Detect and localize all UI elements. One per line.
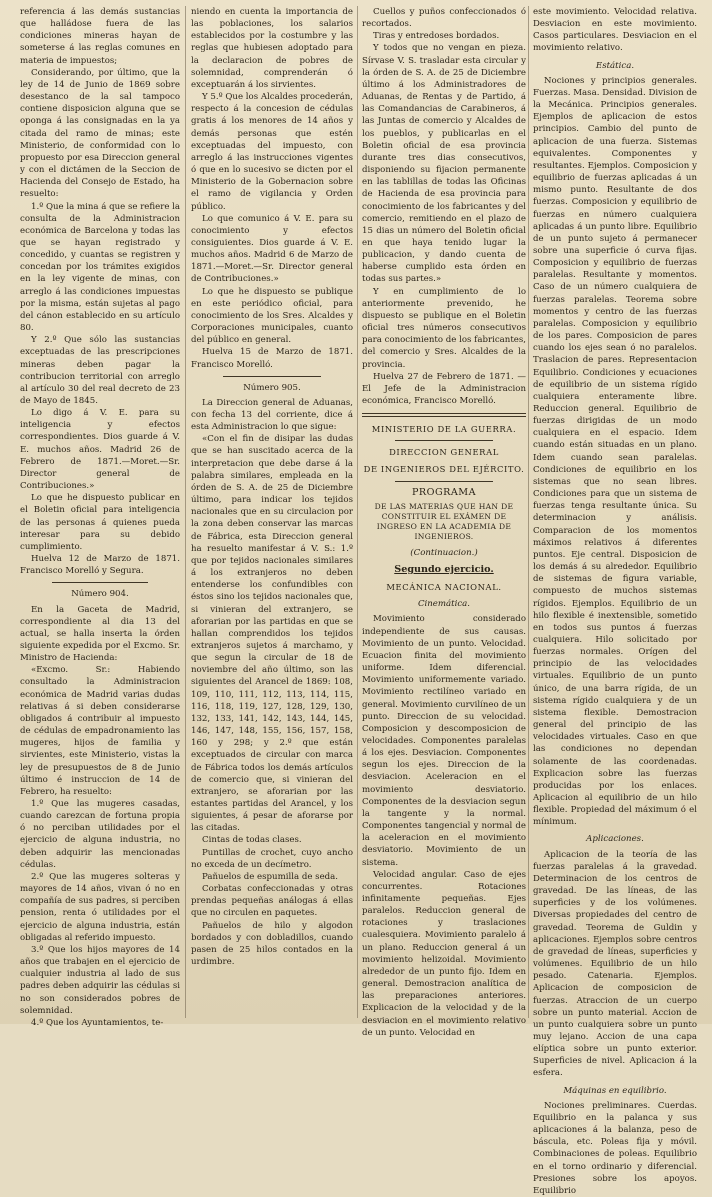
divider — [395, 481, 493, 482]
paragraph: 4.º Que los Ayuntamientos, te- — [31, 1017, 164, 1028]
paragraph: referencia á las demás sustancias que halládose fuera de las condiciones mineras hayan de someterse á las reglas comunes en materia de impuestos; — [20, 7, 180, 66]
direction-heading: DIRECCION GENERAL — [389, 447, 499, 458]
paragraph: Pañuelos de espumilla de seda. — [202, 871, 339, 882]
exercise-heading: Segundo ejercicio. — [394, 563, 494, 575]
paragraph: 2.º Que las mugeres solteras y mayores de 14 años, vivan ó no en compañía de sus padres, si perciben pension, renta ó utilidades por el ejercicio de alguna industria, están obligadas al referido impuesto. — [20, 871, 180, 943]
paragraph: Lo que he dispuesto se publique en este periódico oficial, para conocimiento de los Sres. Alcaldes y Corporaciones municipales, cuanto del público en general. — [191, 286, 353, 346]
paragraph: Y todos que no vengan en pieza. Sírvase V. S. trasladar esta circular y la órden de S. A. de 25 de Diciembre último á los Administradores de Aduanas, de Rentas y de Partido, á las Comandancias de Carabineros, á las Juntas de comercio y Alcaldes de los pueblos, y publicarlas en el Boletin oficial de esa provincia durante tres dias consecutivos, disponiendo su fijacion permanente en las tablillas de todas las Oficinas de Hacienda de esa provincia para conocimiento de los fabricantes y del comercio, remitiendo en el plazo de 15 dias un número del Boletin oficial en que haya tenido lugar la publicacion, y dando cuenta de haberse cumplido esta órden en todas sus partes.» — [362, 43, 526, 285]
column-rule — [185, 6, 186, 1018]
paragraph: Y 2.º Que sólo las sustancias exceptuadas de las prescripciones mineras deben pagar la contribucion territorial con arreglo al artículo 30 del real decreto de 23 de Mayo de 1845. — [20, 335, 180, 406]
section-divider — [362, 413, 526, 417]
paragraph: Lo que he dispuesto publicar en el Boletin oficial para inteligencia de las personas á quienes pueda interesar para su debido cumplimiento. — [20, 493, 180, 552]
paragraph: Tiras y entredoses bordados. — [373, 31, 500, 42]
topic-heading: Estática. — [595, 60, 635, 71]
paragraph: Pañuelos de hilo y algodon bordados y con dobladillos, cuando pasen de 25 hilos contados en la urdimbre. — [191, 920, 353, 968]
paragraph: Puntillas de crochet, cuyo ancho no exceda de un decímetro. — [191, 847, 353, 870]
ministry-heading: MINISTERIO DE LA GUERRA. — [371, 424, 517, 435]
section-number: Número 904. — [71, 589, 129, 600]
topic-heading: Cinemática. — [417, 599, 471, 610]
paragraph: 3.º Que los hijos mayores de 14 años que trabajen en el ejercicio de cualquier industria al lado de sus padres deben adquirir las cédulas si no son considerados pobres de solemnidad. — [20, 944, 180, 1016]
paragraph: Velocidad angular. Caso de ejes concurrentes. Rotaciones infinitamente pequeñas. Ejes paralelos. Reduccion general de rotaciones y traslaciones cualesquiera. Movimiento paralelo á un plano. Reduccion general á un movimiento helizoidal. Movimiento alrededor de un punto fijo. Idem en general. Demostracion analítica de las preparaciones anteriores. Explicacion de la velocidad y de la desviacion en el movimiento relativo de un punto. Velocidad en — [362, 869, 526, 1038]
subject-heading: MECÁNICA NACIONAL. — [386, 582, 502, 593]
paragraph: niendo en cuenta la importancia de las poblaciones, los salarios establecidos por la costumbre y las reglas que hubiesen adoptado para la declaracion de pobres de solemnidad, comprenderán ó exceptuarán á los sirvientes. — [191, 7, 353, 90]
divider — [395, 440, 493, 441]
column-2 — [191, 6, 353, 1020]
column-rule — [357, 6, 358, 1018]
column-rule — [528, 6, 529, 1018]
paragraph: Lo digo á V. E. para su inteligencia y efectos correspondientes. Dios guarde á V. E. muchos años. Madrid 26 de Febrero de 1871.—Moret.—Sr. Director general de Contribuciones.» — [20, 408, 180, 492]
signature: Huelva 15 de Marzo de 1871. Francisco Morelló. — [191, 347, 353, 370]
continuation-note: (Continuacion.) — [410, 547, 478, 558]
column-3 — [362, 6, 526, 1038]
paragraph: este movimiento. Velocidad relativa. Desviacion en este movimiento. Casos particulares. Desviacion en el movimiento relativo. — [533, 7, 697, 54]
paragraph: Cuellos y puños confeccionados ó recortados. — [362, 7, 526, 30]
paragraph: «Con el fin de disipar las dudas que se han suscitado acerca de la interpretacion que debe darse á la palabra similares, empleada en la órden de S. A. de 25 de Diciembre último, para indicar los tejidos nacionales que en su circulacion por la zona deben conservar las marcas de Fábrica, esta Direccion general ha resuelto manifestar á V. S.: 1.º que por tejidos nacionales similares á los extranjeros no deben entenderse los confundibles con éstos sino los tejidos nacionales que, si vinieran del extranjero, se aforarian por las partidas en que se hallan comprendidos los tejidos extranjeros sujetos á marchamo, y que segun la circular de 18 de noviembre del año último, son las siguientes del Arancel de 1869: 108, 109, 110, 111, 112, 113, 114, 115, 116, 118, 119, 127, 128, 129, 130, 132, 133, 141, 142, 143, 144, 145, 146, 147, 148, 155, 156, 157, 158, 160 y 298; y 2.º que están exceptuados de circular con marca de Fábrica todos los demás artículos de comercio que, si vinieran del extranjero, se aforarian por las estantes partidas del Arancel, y los siguientes, á pesar de aforarse por las citadas. — [191, 434, 353, 834]
topic-heading: Máquinas en equilibrio. — [563, 1085, 667, 1096]
direction-subheading: DE INGENIEROS DEL EJÉRCITO. — [363, 464, 525, 475]
paragraph: Aplicacion de la teoría de las fuerzas paralelas á la gravedad. Determinacion de los centros de gravedad. De las líneas, de las superficies y de los volúmenes. Diversas propiedades del centro de gravedad. Teorema de Guldin y aplicaciones. Ejemplos sobre centros de gravedad de líneas, superficies y volúmenes. Equilibrio de un hilo pesado. Catenaria. Ejemplos. Aplicacion de composicion de fuerzas. Atraccion de un cuerpo sobre un punto material. Accion de un punto cualquiera sobre un punto muy lejano. Accion de una capa elíptica sobre un punto exterior. Superficies de nivel. Aplicacion á la esfera. — [533, 849, 697, 1079]
topic-heading: Aplicaciones. — [586, 834, 644, 845]
paragraph: Cintas de todas clases. — [202, 835, 302, 846]
program-title: PROGRAMA — [411, 486, 477, 498]
paragraph: Y 5.º Que los Alcaldes procederán, respecto á la concesion de cédulas gratis á los menores de 14 años y demás personas que estén exceptuadas del impuesto, con arreglo á las instrucciones vigentes ó que en lo sucesivo se dicten por el Ministerio de la Gobernacion sobre el ramo de vigilancia y Orden público. — [191, 92, 353, 212]
paragraph: En la Gaceta de Madrid, correspondiente al dia 13 del actual, se halla inserta la órden siguiente expedida por el Excmo. Sr. Ministro de Hacienda: — [20, 604, 180, 664]
program-subtitle: DE LAS MATERIAS QUE HAN DE CONSTITUIR EL EXÁMEN DE INGRESO EN LA ACADEMIA DE INGENIEROS. — [374, 501, 514, 541]
paragraph: Nociones y principios generales. Fuerzas. Masa. Densidad. Division de la Mecánica. Principios generales. Ejemplos de aplicacion de estos principios. Cambio del punto de aplicacion de una fuerza. Sistemas equivalentes. Componentes y resultantes. Ejemplos. Composicion y equilibrio de fuerzas aplicadas á un mismo punto. Resultante de dos fuerzas. Composicion y equilibrio de fuerzas en número cualquiera aplicadas á un punto libre. Equilibrio de un punto sujeto á permanecer sobre una superficie ó curva fijas. Composicion y equilibrio de fuerzas paralelas. Resultante y momentos. Caso de un número cualquiera de fuerzas paralelas. Teorema sobre momentos y centro de las fuerzas paralelas. Composicion y equilibrio de los pares. Composicion de pares cuando los ejes sean ó no paralelos. Traslacion de pares. Representacion Equilibrio. Condiciones y ecuaciones de equilibrio de un sistema rígido cualquiera enteramente libre. Reduccion general. Equilibrio de fuerzas dirigidas de un modo cualquiera en el espacio. Idem cuando están situadas en un plano. Idem cuando sean paralelas. Condiciones de equilibrio en los sistemas que no sean libres. Condiciones para que un sistema de fuerzas tenga resultante única. Su determinacion y análisis. Comparacion de los momentos máximos relativos á diferentes puntos. Eje central. Disposicion de los demás á su alrededor. Equilibrio de sistemas de figura variable, compuesto de muchos sistemas rígidos. Ejemplos. Equilibrio de un hilo flexible é inextensible, sometido en todos sus puntos á fuerzas cualquiera. Hilo solicitado por fuerzas normales. Orígen del principio de las velocidades virtuales. Equilibrio de un punto único, de una barra rígida, de un sistema rígido cualquiera y de un sistema flexible. Demostracion general del principio de las velocidades virtuales. Caso en que las condiciones no dependan solamente de las coordenadas. Explicacion sobre las fuerzas producidas por los enlaces. Aplicacion al equilibrio de un hilo flexible. Propiedad del máximum ó el mínimum. — [533, 75, 697, 828]
paragraph: Nociones preliminares. Cuerdas. Equilibrio en la palanca y sus aplicaciones á la balanza, peso de báscula, etc. Poleas fija y móvil. Combinaciones de poleas. Equilibrio en el torno ordinario y diferencial. Presiones sobre los apoyos. Equilibrio — [533, 1100, 697, 1196]
paragraph: Y en cumplimiento de lo anteriormente prevenido, he dispuesto se publique en el Boletin oficial tres números consecutivos para conocimiento de los fabricantes, del comercio y Sres. Alcaldes de la provincia. — [362, 286, 526, 370]
divider — [52, 582, 148, 583]
signature: Huelva 12 de Marzo de 1871. Francisco Morelló y Segura. — [20, 554, 180, 577]
column-1 — [20, 6, 181, 1028]
paragraph: Considerando, por último, que la ley de 14 de Junio de 1869 sobre desestanco de la sal tampoco contiene disposicion alguna que se oponga á las consignadas en la ya citada del ramo de minas; este Ministerio, de conformidad con lo propuesto por esa Direccion general y con el dictámen de la Seccion de Hacienda del Consejo de Estado, ha resuelto: — [20, 67, 180, 200]
paragraph: Corbatas confeccionadas y otras prendas pequeñas análogas á ellas que no circulen en paquetes. — [191, 884, 353, 919]
divider — [223, 376, 320, 377]
paragraph: La Direccion general de Aduanas, con fecha 13 del corriente, dice á esta Administracion lo que sigue: — [191, 397, 353, 433]
paragraph: Movimiento considerado independiente de sus causas. Movimiento de un punto. Velocidad. Ecuacion finita del movimiento uniforme. Idem diferencial. Movimiento uniformemente variado. Movimiento rectilíneo variado en general. Movimiento curvilíneo de un punto. Direccion de su velocidad. Composicion y descomposicion de velocidades. Componentes paralelas á los ejes. Desviacion. Componentes segun los ejes. Direccion de la desviacion. Aceleracion en el movimiento desviatorio. Componentes de la desviacion segun la tangente y la normal. Componentes tangencial y normal de la aceleracion en el movimiento desviatorio. Movimiento de un sistema. — [362, 614, 526, 868]
section-number: Número 905. — [243, 382, 301, 393]
paragraph: «Excmo. Sr.: Habiendo consultado la Administracion económica de Madrid varias dudas relativas á si deben considerarse obligados á contribuir al impuesto de cédulas de empadronamiento las mugeres, hijos de familia y sirvientes, este Ministerio, vistas la ley de presupuestos de 8 de Junio último é instruccion de 14 de Febrero, ha resuelto: — [20, 665, 180, 797]
signature: Huelva 27 de Febrero de 1871. —El Jefe de la Administracion económica, Francisco Morelló. — [362, 371, 526, 406]
paragraph: 1.º Que la mina á que se refiere la consulta de la Administracion económica de Barcelona y todas las que se hayan registrado y concedido, y cuantas se registren y concedan por los trámites exigidos en la ley vigente de minas, con arreglo á las condiciones impuestas por la misma, están sujetas al pago del cánon establecido en su artículo 80. — [20, 201, 181, 334]
column-4 — [533, 6, 697, 1196]
paragraph: 1.º Que las mugeres casadas, cuando carezcan de fortuna propia ó no perciban utilidades por el ejercicio de alguna industria, no deben adquirir las mencionadas cédulas. — [20, 799, 180, 870]
paragraph: Lo que comunico á V. E. para su conocimiento y efectos consiguientes. Dios guarde á V. E. muchos años. Madrid 6 de Marzo de 1871.—Moret.—Sr. Director general de Contribuciones.» — [191, 213, 353, 285]
